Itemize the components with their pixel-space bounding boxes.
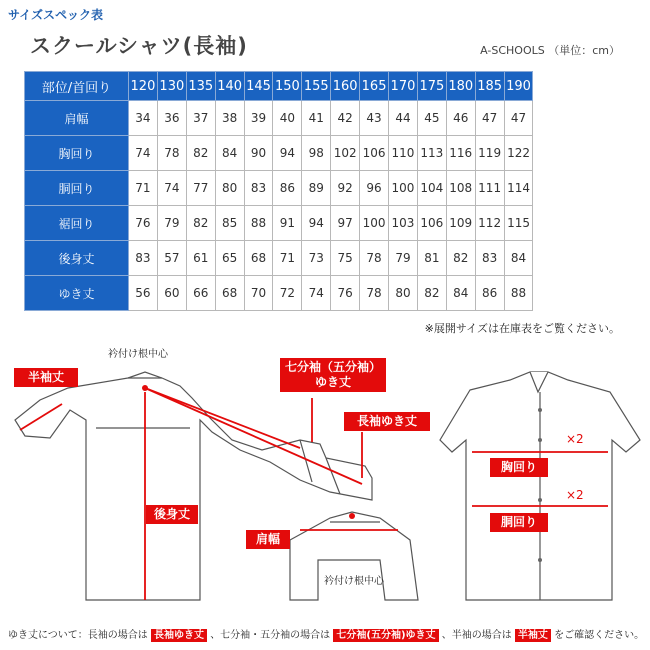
- row-label: 後身丈: [25, 241, 129, 276]
- table-cell: 45: [417, 101, 446, 136]
- table-cell: 84: [504, 241, 533, 276]
- table-cell: 75: [331, 241, 360, 276]
- size-header-cell: 150: [273, 72, 302, 101]
- row-label: 胴回り: [25, 171, 129, 206]
- table-cell: 78: [360, 241, 389, 276]
- table-cell: 79: [389, 241, 418, 276]
- footer-chip-seven: 七分袖(五分袖)ゆき丈: [333, 629, 438, 642]
- table-cell: 115: [504, 206, 533, 241]
- chest-label: 胸回り: [490, 458, 548, 477]
- waist-label: 胴回り: [490, 513, 548, 532]
- footer-text-3: 、半袖の場合は: [441, 630, 512, 641]
- table-cell: 106: [417, 206, 446, 241]
- collar-center-label-top: 衿付け根中心: [108, 349, 168, 360]
- shirt-front-drawing: [440, 372, 640, 600]
- size-header-cell: 180: [446, 72, 475, 101]
- table-cell: 36: [157, 101, 186, 136]
- table-cell: 111: [475, 171, 504, 206]
- table-cell: 108: [446, 171, 475, 206]
- row-label: 肩幅: [25, 101, 129, 136]
- size-header-cell: 140: [215, 72, 244, 101]
- table-cell: 89: [302, 171, 331, 206]
- table-cell: 84: [446, 276, 475, 311]
- table-cell: 66: [186, 276, 215, 311]
- table-cell: 78: [157, 136, 186, 171]
- table-cell: 91: [273, 206, 302, 241]
- footer-text-2: 、七分袖・五分袖の場合は: [210, 630, 331, 641]
- table-cell: 114: [504, 171, 533, 206]
- table-cell: 88: [504, 276, 533, 311]
- table-cell: 98: [302, 136, 331, 171]
- table-cell: 84: [215, 136, 244, 171]
- table-cell: 77: [186, 171, 215, 206]
- back-length-label: 後身丈: [146, 505, 198, 524]
- times-two-chest: ×2: [566, 432, 584, 446]
- table-cell: 110: [389, 136, 418, 171]
- size-header-cell: 185: [475, 72, 504, 101]
- half-sleeve-label: 半袖丈: [14, 368, 78, 387]
- table-cell: 38: [215, 101, 244, 136]
- size-header-cell: 170: [389, 72, 418, 101]
- table-cell: 57: [157, 241, 186, 276]
- table-cell: 82: [186, 136, 215, 171]
- seven-sleeve-line2: ゆき丈: [314, 375, 351, 389]
- size-header-cell: 155: [302, 72, 331, 101]
- table-cell: 81: [417, 241, 446, 276]
- size-header-cell: 120: [129, 72, 158, 101]
- table-cell: 80: [215, 171, 244, 206]
- table-cell: 47: [475, 101, 504, 136]
- shoulder-collar-marker: [349, 513, 355, 519]
- corner-cell: 部位/首回り: [25, 72, 129, 101]
- table-cell: 43: [360, 101, 389, 136]
- table-cell: 116: [446, 136, 475, 171]
- table-cell: 83: [244, 171, 273, 206]
- table-cell: 39: [244, 101, 273, 136]
- times-two-waist: ×2: [566, 488, 584, 502]
- collar-point-marker: [142, 385, 148, 391]
- table-cell: 68: [215, 276, 244, 311]
- table-cell: 70: [244, 276, 273, 311]
- table-cell: 102: [331, 136, 360, 171]
- table-cell: 100: [360, 206, 389, 241]
- table-cell: 104: [417, 171, 446, 206]
- long-sleeve-label: 長袖ゆき丈: [344, 412, 430, 431]
- size-header-cell: 160: [331, 72, 360, 101]
- table-cell: 83: [129, 241, 158, 276]
- table-cell: 94: [273, 136, 302, 171]
- table-cell: 92: [331, 171, 360, 206]
- table-cell: 60: [157, 276, 186, 311]
- table-cell: 94: [302, 206, 331, 241]
- table-cell: 34: [129, 101, 158, 136]
- table-cell: 76: [331, 276, 360, 311]
- table-cell: 82: [446, 241, 475, 276]
- table-cell: 122: [504, 136, 533, 171]
- seven-sleeve-label: [280, 358, 386, 392]
- size-header-cell: 165: [360, 72, 389, 101]
- size-header-cell: 190: [504, 72, 533, 101]
- footer-note: [8, 626, 644, 641]
- table-cell: 86: [475, 276, 504, 311]
- size-header-cell: 145: [244, 72, 273, 101]
- table-cell: 88: [244, 206, 273, 241]
- table-cell: 106: [360, 136, 389, 171]
- table-cell: 85: [215, 206, 244, 241]
- table-cell: 82: [417, 276, 446, 311]
- table-cell: 103: [389, 206, 418, 241]
- footer-chip-long: 長袖ゆき丈: [151, 629, 207, 642]
- table-cell: 119: [475, 136, 504, 171]
- table-cell: 76: [129, 206, 158, 241]
- table-cell: 41: [302, 101, 331, 136]
- table-cell: 71: [129, 171, 158, 206]
- table-cell: 83: [475, 241, 504, 276]
- table-cell: 40: [273, 101, 302, 136]
- table-cell: 86: [273, 171, 302, 206]
- seven-sleeve-line1: 七分袖（五分袖）: [284, 360, 381, 374]
- size-header-cell: 130: [157, 72, 186, 101]
- table-cell: 74: [157, 171, 186, 206]
- row-label: 胸回り: [25, 136, 129, 171]
- table-cell: 74: [129, 136, 158, 171]
- table-cell: 47: [504, 101, 533, 136]
- stock-note: ※展開サイズは在庫表をご覧ください。: [424, 322, 620, 335]
- table-cell: 97: [331, 206, 360, 241]
- table-cell: 112: [475, 206, 504, 241]
- size-header-cell: 135: [186, 72, 215, 101]
- table-cell: 96: [360, 171, 389, 206]
- table-cell: 46: [446, 101, 475, 136]
- table-cell: 78: [360, 276, 389, 311]
- table-cell: 42: [331, 101, 360, 136]
- table-cell: 100: [389, 171, 418, 206]
- table-cell: 56: [129, 276, 158, 311]
- collar-center-label-bottom: 衿付け根中心: [324, 576, 384, 587]
- table-cell: 37: [186, 101, 215, 136]
- table-cell: 109: [446, 206, 475, 241]
- page-title: スクールシャツ(長袖): [30, 34, 248, 58]
- table-cell: 61: [186, 241, 215, 276]
- table-cell: 73: [302, 241, 331, 276]
- row-label: ゆき丈: [25, 276, 129, 311]
- footer-text-1: ゆき丈について：長袖の場合は: [8, 630, 148, 641]
- row-label: 裾回り: [25, 206, 129, 241]
- table-cell: 71: [273, 241, 302, 276]
- category-label: サイズスペック表: [8, 8, 104, 22]
- table-cell: 82: [186, 206, 215, 241]
- footer-chip-half: 半袖丈: [515, 629, 551, 642]
- shoulder-label: 肩幅: [246, 530, 290, 549]
- table-cell: 44: [389, 101, 418, 136]
- footer-text-4: をご確認ください。: [554, 630, 645, 641]
- table-cell: 74: [302, 276, 331, 311]
- size-header-cell: 175: [417, 72, 446, 101]
- table-cell: 113: [417, 136, 446, 171]
- table-cell: 79: [157, 206, 186, 241]
- table-cell: 72: [273, 276, 302, 311]
- table-cell: 65: [215, 241, 244, 276]
- brand-unit: A-SCHOOLS （単位：cm）: [480, 44, 620, 57]
- table-cell: 90: [244, 136, 273, 171]
- table-cell: 68: [244, 241, 273, 276]
- table-cell: 80: [389, 276, 418, 311]
